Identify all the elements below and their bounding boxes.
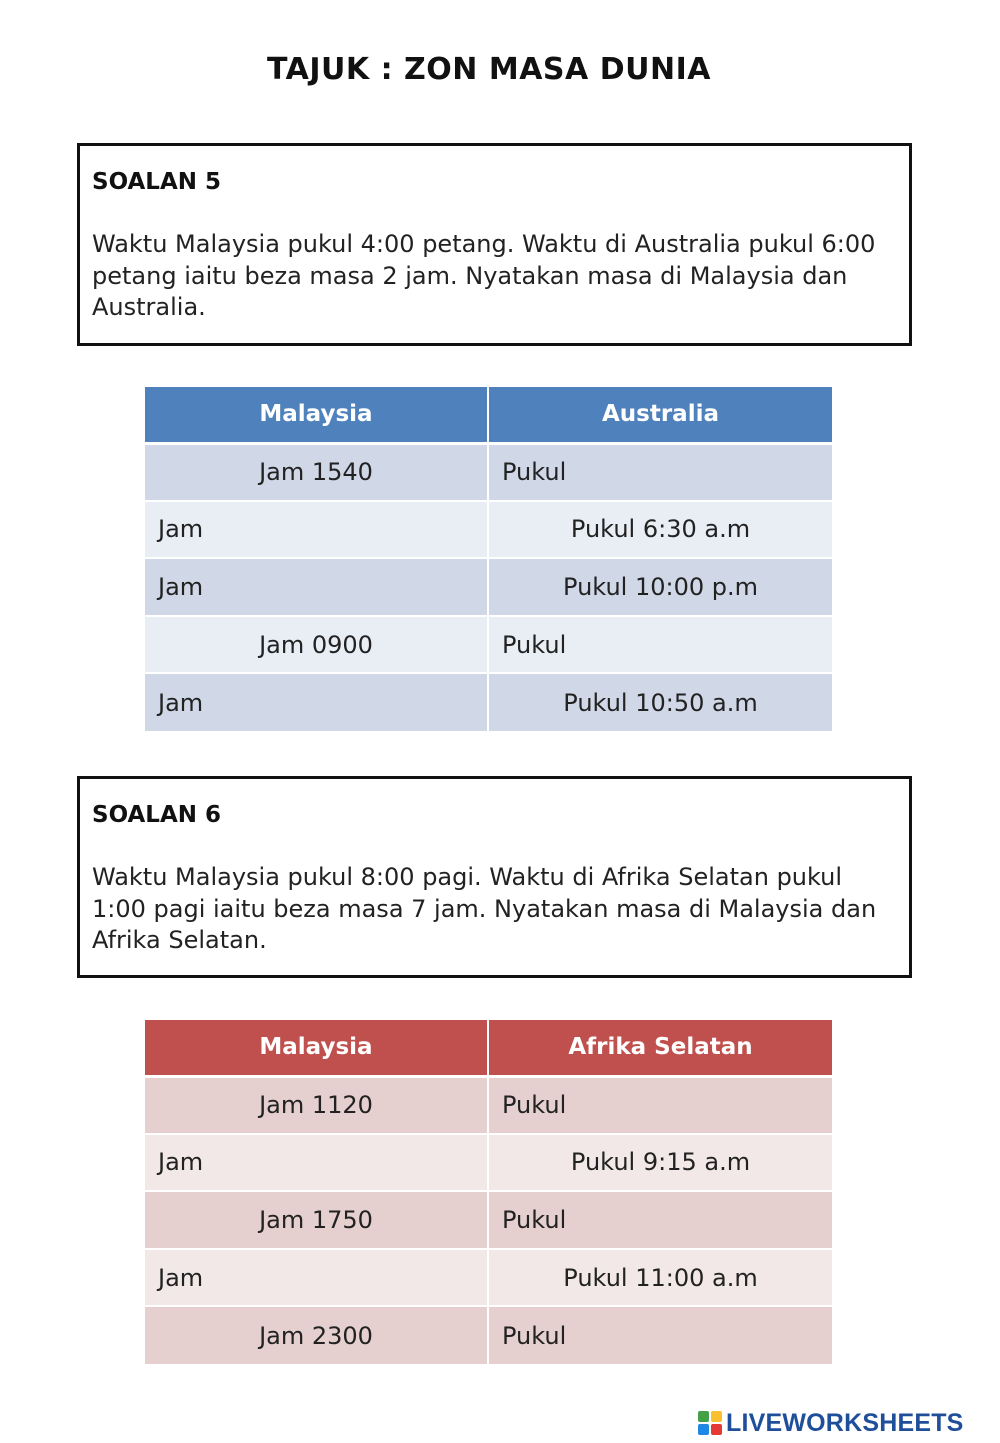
australia-answer-cell[interactable]: Pukul — [488, 443, 832, 501]
table-header-row — [145, 1020, 832, 1076]
question-5-box — [77, 143, 912, 346]
column-header-australia: Australia — [488, 387, 832, 443]
south-africa-time-cell: Pukul 11:00 a.m — [488, 1249, 832, 1307]
column-header-malaysia: Malaysia — [145, 387, 488, 443]
table-row — [145, 673, 832, 731]
time-table-south-africa — [145, 1020, 832, 1364]
south-africa-time-cell: Pukul 9:15 a.m — [488, 1134, 832, 1192]
table-row — [145, 1076, 832, 1134]
table-row — [145, 1191, 832, 1249]
question-6-text: Waktu Malaysia pukul 8:00 pagi. Waktu di Afrika Selatan pukul 1:00 pagi iaitu beza masa 7 jam. Nyatakan masa di Malaysia dan Afrika Selatan. — [92, 863, 877, 954]
malaysia-answer-cell[interactable]: Jam — [145, 1249, 488, 1307]
south-africa-answer-cell[interactable]: Pukul — [488, 1306, 832, 1364]
column-header-malaysia: Malaysia — [145, 1020, 488, 1076]
table-header-row — [145, 387, 832, 443]
table-row — [145, 443, 832, 501]
malaysia-answer-cell[interactable]: Jam — [145, 673, 488, 731]
south-africa-answer-cell[interactable]: Pukul — [488, 1191, 832, 1249]
table-row — [145, 1134, 832, 1192]
malaysia-answer-cell[interactable]: Jam — [145, 501, 488, 559]
table-row — [145, 1306, 832, 1364]
malaysia-time-cell: Jam 1120 — [145, 1076, 488, 1134]
page-title: TAJUK : ZON MASA DUNIA — [267, 52, 711, 87]
column-header-south-africa: Afrika Selatan — [488, 1020, 832, 1076]
malaysia-answer-cell[interactable]: Jam — [145, 1134, 488, 1192]
liveworksheets-logo[interactable] — [697, 1408, 964, 1438]
table-row — [145, 1249, 832, 1307]
liveworksheets-brand-text: LIVEWORKSHEETS — [726, 1408, 964, 1437]
australia-time-cell: Pukul 10:50 a.m — [488, 673, 832, 731]
question-5-text: Waktu Malaysia pukul 4:00 petang. Waktu di Australia pukul 6:00 petang iaitu beza masa 2 jam. Nyatakan masa di Malaysia dan Australia. — [92, 230, 876, 321]
malaysia-time-cell: Jam 0900 — [145, 616, 488, 674]
australia-time-cell: Pukul 6:30 a.m — [488, 501, 832, 559]
malaysia-answer-cell[interactable]: Jam — [145, 558, 488, 616]
australia-answer-cell[interactable]: Pukul — [488, 616, 832, 674]
malaysia-time-cell: Jam 2300 — [145, 1306, 488, 1364]
table-row — [145, 616, 832, 674]
table-row — [145, 558, 832, 616]
australia-time-cell: Pukul 10:00 p.m — [488, 558, 832, 616]
malaysia-time-cell: Jam 1750 — [145, 1191, 488, 1249]
question-6-box — [77, 776, 912, 978]
liveworksheets-logo-icon — [697, 1410, 723, 1436]
question-6-heading: SOALAN 6 — [92, 802, 222, 828]
south-africa-answer-cell[interactable]: Pukul — [488, 1076, 832, 1134]
time-table-australia — [145, 387, 832, 731]
question-5-heading: SOALAN 5 — [92, 169, 222, 195]
malaysia-time-cell: Jam 1540 — [145, 443, 488, 501]
table-row — [145, 501, 832, 559]
